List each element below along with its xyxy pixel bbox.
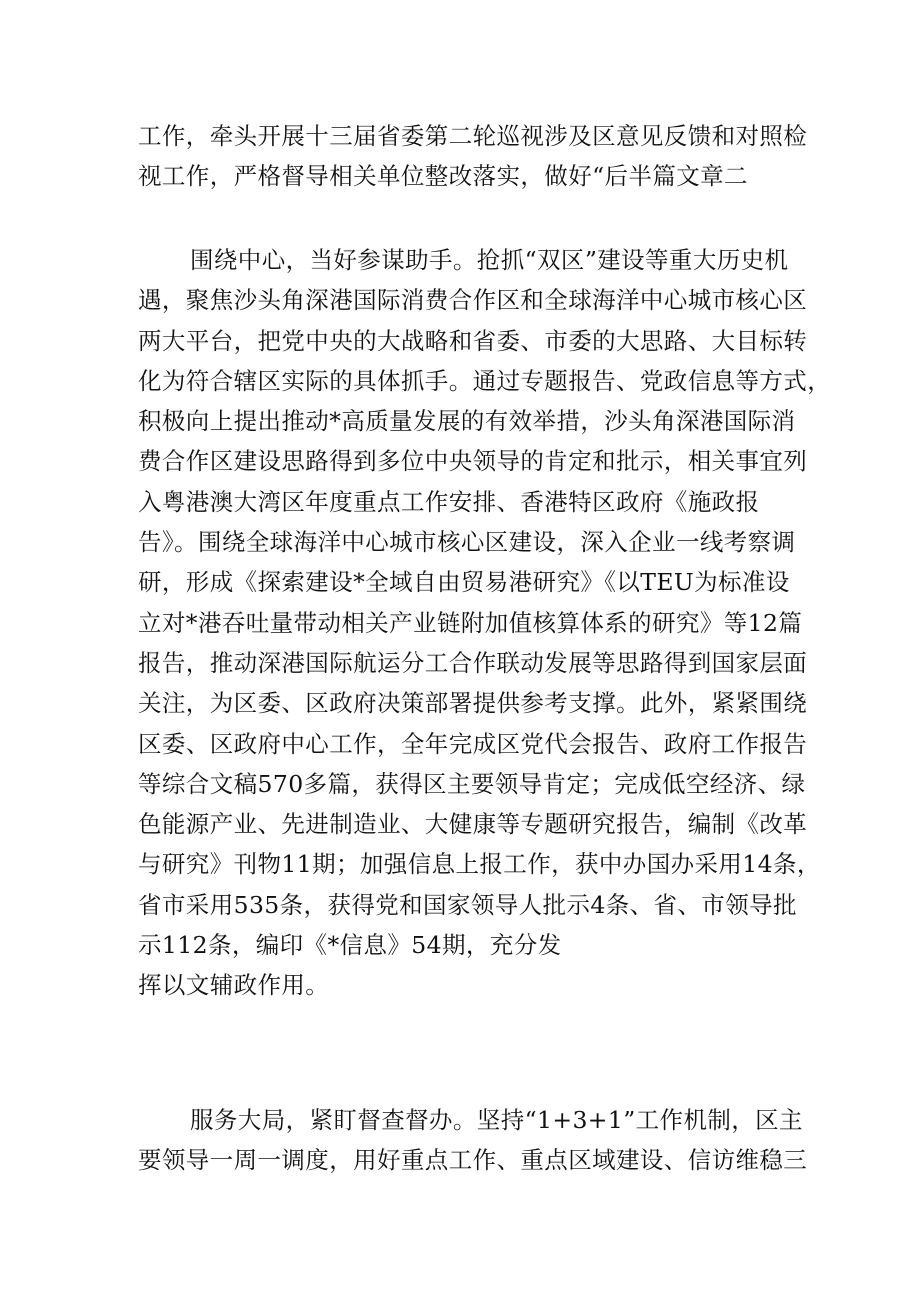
paragraph-2 — [138, 240, 832, 1006]
text-line: 省市采用535条，获得党和国家领导人批示4条、省、市领导批 — [138, 890, 797, 919]
text-line: 费合作区建设思路得到多位中央领导的肯定和批示，相关事宜列 — [138, 447, 808, 476]
text-line: 示112条，编印《*信息》54期，充分发 — [138, 931, 562, 960]
text-line: 报告，推动深港国际航运分工合作联动发展等思路得到国家层面 — [138, 648, 808, 677]
text-line: 围绕中心，当好参谋助手。抢抓“双区”建设等重大历史机 — [190, 246, 789, 274]
text-line: 化为符合辖区实际的具体抓手。通过专题报告、党政信息等方式， — [138, 366, 832, 395]
text-line: 研，形成《探索建设*全域自由贸易港研究》《以TEU为标准设 — [138, 568, 790, 597]
text-line: 立对*港吞吐量带动相关产业链附加值核算体系的研究》等12篇 — [138, 608, 803, 637]
paragraph-1 — [138, 116, 808, 197]
text-line: 关注，为区委、区政府决策部署提供参考支撑。此外，紧紧围绕 — [138, 689, 808, 718]
paragraph-3 — [138, 1100, 808, 1181]
text-line: 视工作，严格督导相关单位整改落实，做好“后半篇文章二 — [138, 162, 748, 191]
text-line: 积极向上提出推动*高质量发展的有效举措，沙头角深港国际消 — [138, 407, 796, 436]
text-line: 区委、区政府中心工作，全年完成区党代会报告、政府工作报告 — [138, 729, 808, 758]
text-line: 要领导一周一调度，用好重点工作、重点区域建设、信访维稳三 — [138, 1146, 808, 1175]
text-line: 色能源产业、先进制造业、大健康等专题研究报告，编制《改革 — [138, 810, 808, 839]
text-line: 入粤港澳大湾区年度重点工作安排、香港特区政府《施政报 — [138, 487, 760, 516]
text-line: 工作，牵头开展十三届省委第二轮巡视涉及区意见反馈和对照检 — [138, 122, 808, 150]
text-line: 等综合文稿570多篇，获得区主要领导肯定；完成低空经济、绿 — [138, 769, 806, 798]
text-line: 挥以文辅政作用。 — [138, 971, 330, 1000]
text-line: 与研究》刊物11期；加强信息上报工作，获中办国办采用14条， — [138, 850, 821, 879]
text-line: 两大平台，把党中央的大战略和省委、市委的大思路、大目标转 — [138, 326, 808, 355]
text-line: 告》。围绕全球海洋中心城市核心区建设，深入企业一线考察调 — [138, 528, 796, 557]
text-line: 服务大局，紧盯督查督办。坚持“1+3+1”工作机制，区主 — [190, 1106, 803, 1134]
text-line: 遇，聚焦沙头角深港国际消费合作区和全球海洋中心城市核心区 — [138, 286, 808, 315]
